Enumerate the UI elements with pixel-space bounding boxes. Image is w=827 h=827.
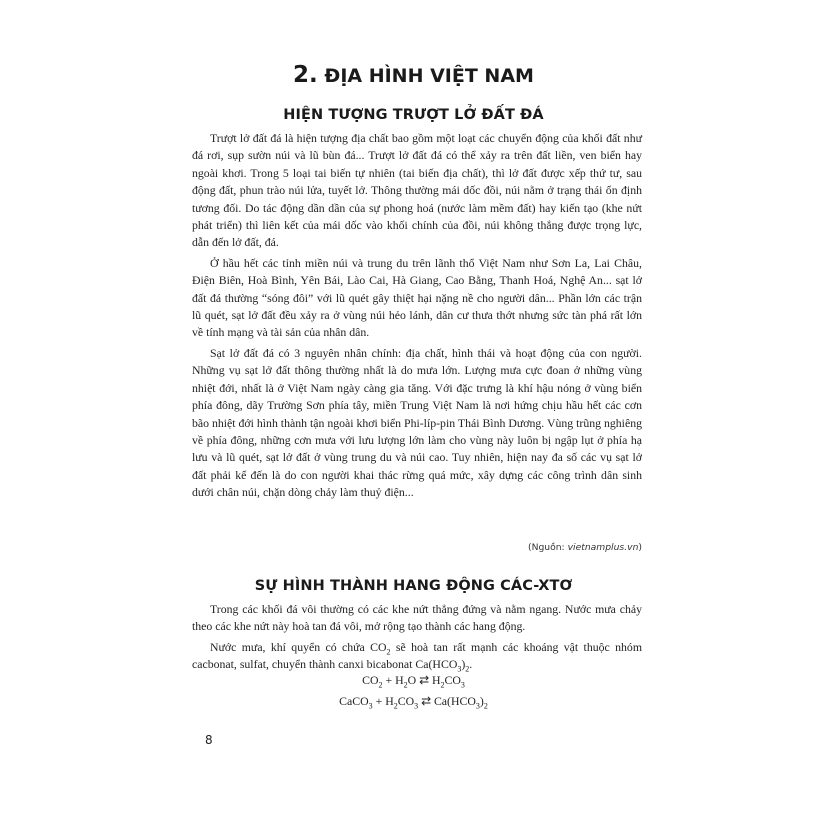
- page-number: 8: [205, 733, 213, 747]
- section-body-landslide: [192, 130, 642, 505]
- chapter-title: [0, 62, 827, 88]
- section-title-karst-caves: SỰ HÌNH THÀNH HANG ĐỘNG CÁC-XTƠ: [254, 578, 573, 594]
- equation-2: CaCO$_3$ + $H_2CO_3$ ⇄ $Ca(HCO_3)_2$: [339, 694, 488, 711]
- paragraph: Sạt lở đất đá có 3 nguyên nhân chính: địa chất, hình thái và hoạt động của con người. Những vụ sạt lở đất thông thường nhất là do mưa lớn. Lượng mưa cực đoan ở những vùng nhiệt đới, nhất là ở Việt Nam ngày càng gia tăng. Với đặc trưng là khí hậu nóng ở vùng biển phía đông, dãy Trường Sơn phía tây, miền Trung Việt Nam là nơi hứng chịu hầu hết các cơn bão nhiệt đới hình thành tận ngoài khơi biển Phi-líp-pin Thái Bình Dương. Vùng trũng nghiêng về phía đông, những cơn mưa với lưu lượng lớn làm cho vùng này luôn bị ngập lụt ở phía hạ lưu và lũ quét, sạt lở đất ở vùng trung du và núi cao. Tuy nhiên, hiện nay đa số các vụ sạt lở đất phải kể đến là do con người khai thác rừng quá mức, xây dựng các công trình dân sinh dưới chân núi, chặn dòng chảy làm thuỷ điện...: [192, 345, 642, 500]
- paragraph: Trong các khối đá vôi thường có các khe nứt thẳng đứng và nằm ngang. Nước mưa chảy theo các khe nứt này hoà tan đá vôi, mở rộng tạo thành các hang động.: [192, 602, 642, 634]
- source-site: vietnamplus.vn: [567, 542, 639, 553]
- source-citation: (Nguồn: vietnamplus.vn): [528, 542, 642, 553]
- section-body-karst: [192, 601, 642, 677]
- chapter-name: ĐỊA HÌNH VIỆT NAM: [324, 65, 534, 87]
- section-title-landslide: HIỆN TƯỢNG TRƯỢT LỞ ĐẤT ĐÁ: [283, 107, 544, 123]
- paragraph: Ở hầu hết các tỉnh miền núi và trung du trên lãnh thổ Việt Nam như Sơn La, Lai Châu, Điện Biên, Hoà Bình, Yên Bái, Lào Cai, Hà Giang, Cao Bằng, Thanh Hoá, Nghệ An... sạt lở đất đá thường “sóng đôi” với lũ quét gây thiệt hại nặng nề cho người dân... Phần lớn các trận lũ quét, sạt lở đất đều xảy ra ở vùng núi hẻo lánh, dân cư thưa thớt nhưng sức tàn phá rất lớn về tính mạng và tài sản của nhân dân.: [192, 255, 642, 340]
- equation-1: $CO_2 + H_2O$ ⇄ $H_2CO_3$: [362, 673, 465, 690]
- chapter-number: 2.: [293, 62, 318, 88]
- paragraph: Trượt lở đất đá là hiện tượng địa chất bao gồm một loạt các chuyển động của khối đất như đá rơi, sụp sườn núi và lũ bùn đá... Trượt lở đất đá có thể xảy ra trên đất liền, ven biển hay ngoài khơi. Trong 5 loại tai biến tự nhiên (tai biến địa chất), thì lở đất được xếp thứ tư, sau động đất, phun trào núi lửa, tuyết lở. Thông thường mái dốc đồi, núi nằm ở trạng thái ổn định tương đối. Do tác động dần dần của sự phong hoá (nước làm mềm đất) hay kiến tạo (khe nứt phát triển) thì liên kết của mái dốc vào khối chính của đồi, núi không thắng được trọng lực, dẫn đến lở đất, đá.: [192, 131, 642, 250]
- paragraph: Nước mưa, khí quyển có chứa $CO_2$ sẽ hoà tan rất mạnh các khoáng vật thuộc nhóm cacbonat, sulfat, chuyển thành canxi bicabonat $Ca(HCO_3)_2$.: [192, 639, 642, 674]
